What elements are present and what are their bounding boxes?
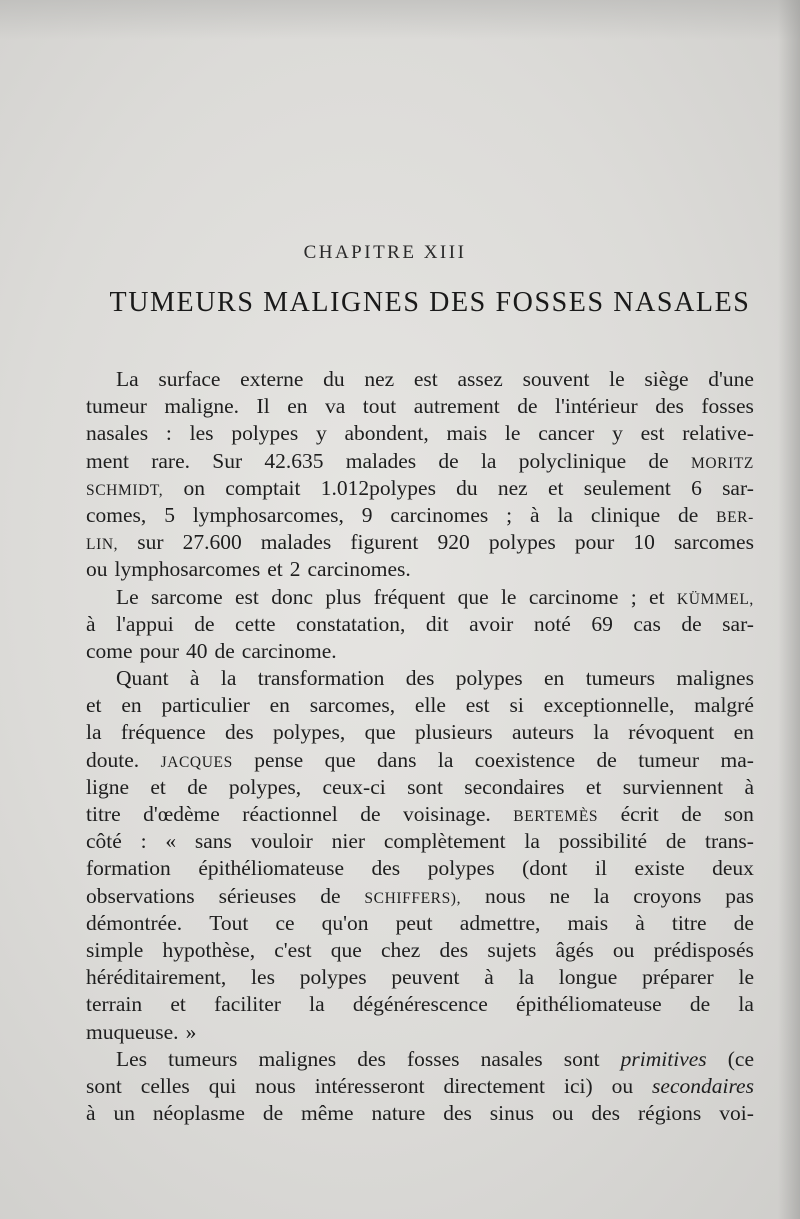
body-text (86, 366, 754, 1127)
word: dégénérescence (352, 992, 488, 1017)
word: prédisposés (653, 937, 754, 962)
word: les (189, 421, 214, 446)
word: : (165, 421, 172, 446)
word: à (484, 965, 494, 990)
word: de (320, 883, 341, 908)
word: fréquent (373, 584, 446, 609)
word: elle (414, 693, 446, 718)
word: JACQUES (160, 753, 233, 771)
word: sar- (722, 475, 754, 500)
word: à (530, 502, 540, 527)
word: nature (371, 1101, 426, 1126)
word: » (185, 1019, 197, 1044)
word: BER- (716, 508, 754, 526)
word: sont (407, 774, 443, 799)
word: lymphosarcomes (114, 557, 261, 582)
word: héréditairement, (86, 965, 227, 990)
word: formation (86, 856, 171, 881)
word: que (324, 747, 356, 772)
word: pense (254, 747, 304, 772)
word: surface (158, 367, 221, 391)
word: SCHIFFERS), (364, 889, 462, 907)
word: cancer (538, 421, 595, 446)
word: est (465, 693, 490, 718)
word: polypes (455, 666, 523, 691)
word: doute. (86, 747, 140, 772)
word: fosses (701, 394, 754, 419)
word: 6 (691, 475, 702, 500)
word: autrement (413, 394, 500, 419)
word: du (323, 367, 345, 391)
word: est (235, 584, 259, 609)
word: à (86, 611, 96, 636)
word: carcinome. (241, 638, 337, 663)
word: sont (86, 1073, 122, 1098)
word: les (251, 965, 275, 990)
word: voisinage. (403, 802, 491, 826)
word: deux (712, 856, 754, 881)
word: son (724, 802, 754, 826)
word: polypes (488, 530, 556, 555)
word: terrain (86, 992, 143, 1017)
text-line (86, 393, 754, 420)
word: polypes (427, 856, 495, 881)
word: Les (116, 1046, 148, 1071)
word: faciliter (214, 992, 281, 1017)
word: tumeur (86, 394, 147, 419)
word: et (547, 475, 564, 500)
word: polypes (299, 965, 367, 990)
word: clinique (590, 502, 661, 527)
word: surviennent (622, 774, 724, 799)
word: des (405, 666, 435, 691)
word: 10 (633, 530, 655, 555)
word: 9 (361, 502, 373, 527)
word: titre (671, 910, 707, 935)
text-line (86, 638, 754, 665)
word: pas (725, 883, 754, 908)
word: come (86, 638, 133, 663)
text-line (86, 991, 754, 1018)
word: d'œdème (143, 802, 220, 826)
word: la (480, 448, 497, 473)
word: plusieurs (414, 720, 493, 745)
word: l'appui (116, 611, 174, 636)
chapter-heading: CHAPITRE XIII (303, 242, 467, 263)
text-line (86, 556, 754, 583)
text-line (86, 1100, 754, 1127)
word: néoplasme (152, 1101, 245, 1126)
word: polypes, (228, 774, 302, 799)
word: sont (563, 1046, 600, 1071)
word: de (596, 747, 617, 772)
word: des (439, 937, 469, 962)
word: intéresseront (314, 1073, 425, 1098)
word: même (301, 1101, 354, 1126)
word: ; (506, 502, 513, 527)
word: de (665, 829, 687, 854)
word: externe (240, 367, 304, 391)
text-line (86, 529, 754, 556)
text-line (86, 1019, 754, 1046)
word: croyons (633, 883, 702, 908)
chapter-title: TUMEURS MALIGNES DES FOSSES NASALES (109, 287, 751, 318)
text-line (86, 692, 754, 719)
word: (ce (727, 1046, 754, 1071)
word: sar- (722, 611, 754, 636)
word: observations (86, 883, 195, 908)
word: fosses (406, 1046, 460, 1071)
word: des (655, 394, 684, 419)
word: carcinomes (390, 502, 489, 527)
word: qui (208, 1073, 237, 1098)
word: exceptionnelle, (543, 693, 675, 718)
word: nasales (480, 1046, 543, 1071)
word: : (140, 829, 147, 854)
text-line (86, 937, 754, 964)
word: la (524, 829, 540, 854)
word: côté (86, 829, 122, 854)
word: des (371, 856, 401, 881)
word: ici) (563, 1073, 593, 1098)
word: nous (255, 1073, 296, 1098)
word: Il (256, 394, 270, 419)
word: de (648, 448, 669, 473)
text-line (86, 420, 754, 447)
text-line (86, 883, 754, 910)
word: que (457, 584, 489, 609)
word: nasales (86, 421, 149, 446)
word: 27.600 (182, 530, 242, 555)
word: particulier (161, 693, 250, 718)
word: cette (235, 611, 276, 636)
word: sarcomes (673, 530, 754, 555)
word: 40 (185, 638, 208, 663)
word: ou (612, 937, 635, 962)
word: ; (630, 584, 637, 609)
word: réactionnel (242, 802, 338, 826)
word: 42.635 (264, 448, 324, 473)
word: transformation (257, 666, 385, 691)
text-line (86, 747, 754, 774)
word: 920 (437, 530, 470, 555)
word: carcinomes. (307, 557, 411, 582)
word: peut (395, 910, 433, 935)
word: nous (484, 883, 526, 908)
word: maligne. (164, 394, 240, 419)
word: admettre, (459, 910, 541, 935)
word: seulement (583, 475, 671, 500)
word: 69 (591, 611, 613, 636)
word: voi- (719, 1101, 754, 1126)
word: longue (558, 965, 618, 990)
word: simple (86, 937, 144, 962)
text-line (86, 502, 754, 529)
word: ne (549, 883, 570, 908)
word: La (116, 367, 139, 391)
word: directement (443, 1073, 546, 1098)
word: muqueuse. (86, 1019, 179, 1044)
word: de (262, 1101, 284, 1126)
word: rare. (151, 448, 191, 473)
word: à (86, 1101, 96, 1126)
word: ou (551, 1101, 574, 1126)
word: de (194, 611, 215, 636)
word: 5 (164, 502, 175, 527)
word: il (595, 856, 607, 881)
word: la (593, 720, 609, 745)
word: la (557, 502, 573, 527)
word: Sur (212, 448, 243, 473)
word: ma- (720, 747, 754, 772)
word: de (678, 502, 699, 527)
word: et (170, 992, 186, 1017)
word: coexistence (474, 747, 576, 772)
word: tumeur (638, 747, 700, 772)
word: chez (380, 937, 421, 962)
word: d'une (708, 367, 754, 391)
word: sarcomes, (309, 693, 396, 718)
word: du (456, 475, 478, 500)
word: la (309, 992, 325, 1017)
word: nez (497, 475, 528, 500)
word: malignes (258, 1046, 337, 1071)
word: dit (425, 611, 449, 636)
word: la (518, 965, 535, 990)
word: existe (634, 856, 685, 881)
word: ment (86, 448, 129, 473)
word: en (287, 394, 308, 419)
word: est (413, 367, 438, 391)
word: 1.012polypes (320, 475, 436, 500)
text-line (86, 855, 754, 882)
word: et (585, 774, 602, 799)
word: en (121, 693, 142, 718)
word: malades (260, 530, 332, 555)
word: que (330, 937, 362, 962)
word: le (609, 367, 625, 391)
word: en (544, 666, 565, 691)
word: BERTEMÈS (513, 808, 599, 825)
word: MORITZ (690, 454, 754, 472)
word: trans- (704, 829, 754, 854)
word: des (443, 1101, 472, 1126)
word: épithéliomateuse (198, 856, 344, 881)
text-line (86, 719, 754, 746)
text-line (86, 584, 754, 611)
word: que (364, 720, 396, 745)
word: le (504, 421, 521, 446)
word: lymphosarcomes, (192, 502, 344, 527)
word: de (438, 448, 459, 473)
word: est (640, 421, 665, 446)
word: noté (533, 611, 571, 636)
word: c'est (274, 937, 312, 962)
word: de (517, 394, 538, 419)
word: la (86, 720, 102, 745)
text-line (86, 475, 754, 502)
word: l'intérieur (555, 394, 638, 419)
word: ligne (86, 774, 129, 799)
word: malades (345, 448, 417, 473)
word: secondaires (464, 774, 565, 799)
word: de (689, 992, 711, 1017)
word: sarcome (151, 584, 223, 609)
word: y (612, 421, 623, 446)
word: donc (271, 584, 314, 609)
word: celles (140, 1073, 190, 1098)
word: Le (116, 584, 139, 609)
word: sinus (489, 1101, 535, 1126)
text-line (86, 611, 754, 638)
word: assez (457, 367, 503, 391)
word: des (357, 1046, 386, 1071)
word: comptait (225, 475, 301, 500)
word: KÜMMEL, (676, 590, 754, 608)
word: sans (194, 829, 232, 854)
word: on (183, 475, 206, 500)
word: secondaires (652, 1073, 754, 1098)
word: primitives (620, 1046, 707, 1071)
word: révoquent (628, 720, 715, 745)
word: ou (611, 1073, 634, 1098)
word: complètement (383, 829, 506, 854)
word: pour (139, 638, 179, 663)
word: ceux-ci (322, 774, 386, 799)
word: va (324, 394, 346, 419)
word: en (733, 720, 754, 745)
text-line (86, 774, 754, 801)
word: comes, (86, 502, 147, 527)
word: polypes (231, 421, 299, 446)
word: nier (331, 829, 366, 854)
text-line (86, 910, 754, 937)
word: de (187, 774, 208, 799)
word: polyclinique (518, 448, 627, 473)
text-line (86, 801, 754, 828)
word: des (591, 1101, 621, 1126)
word: et (649, 584, 665, 609)
word: préparer (642, 965, 714, 990)
word: vouloir (250, 829, 313, 854)
word: ce (275, 910, 295, 935)
word: un (113, 1101, 135, 1126)
word: des (224, 720, 254, 745)
word: carcinome (528, 584, 619, 609)
page-shadow-right (778, 0, 800, 1219)
word: siège (644, 367, 689, 391)
word: avoir (469, 611, 514, 636)
word: de (681, 802, 702, 826)
word: la (220, 666, 237, 691)
text-line (86, 665, 754, 692)
word: y (315, 421, 327, 446)
word: et (86, 693, 102, 718)
word: 2 (289, 557, 301, 582)
word: à (744, 774, 754, 799)
word: sérieuses (218, 883, 297, 908)
word: mais (446, 421, 488, 446)
word: tout (362, 394, 397, 419)
word: possibilité (558, 829, 648, 854)
word: pour (574, 530, 615, 555)
text-line (86, 366, 754, 393)
word: le (500, 584, 517, 609)
word: qu'on (321, 910, 369, 935)
word: titre (86, 802, 121, 826)
word: plus (325, 584, 362, 609)
word: en (269, 693, 290, 718)
word: (dont (522, 856, 568, 881)
word: à (635, 910, 645, 935)
word: tumeurs (168, 1046, 238, 1071)
word: SCHMIDT, (86, 481, 164, 499)
word: sujets (487, 937, 537, 962)
page-shadow-top (0, 0, 800, 40)
word: si (509, 693, 524, 718)
text-line (86, 828, 754, 855)
word: malignes (676, 666, 754, 691)
word: de (681, 611, 702, 636)
word: de (360, 802, 381, 826)
word: tumeurs (585, 666, 655, 691)
word: la (593, 883, 610, 908)
word: mais (567, 910, 609, 935)
word: peuvent (391, 965, 460, 990)
text-line (86, 964, 754, 991)
word: « (165, 829, 177, 854)
word: de (214, 638, 235, 663)
word: sur (137, 530, 164, 555)
word: de (733, 910, 754, 935)
word: et (267, 557, 283, 582)
word: nez (364, 367, 395, 391)
text-line (86, 448, 754, 475)
word: cas (633, 611, 661, 636)
word: écrit (620, 802, 659, 826)
word: auteurs (511, 720, 575, 745)
word: LIN, (86, 536, 119, 554)
text-line (86, 1046, 754, 1073)
word: démontrée. (86, 910, 183, 935)
word: et (150, 774, 166, 799)
word: le (738, 965, 754, 990)
word: la (738, 992, 754, 1017)
word: Quant (116, 666, 169, 691)
word: figurent (350, 530, 419, 555)
word: dans (377, 747, 417, 772)
word: abondent, (344, 421, 429, 446)
word: Tout (209, 910, 249, 935)
word: hypothèse, (162, 937, 256, 962)
text-line (86, 1073, 754, 1100)
word: épithéliomateuse (515, 992, 662, 1017)
word: âgés (555, 937, 594, 962)
word: malgré (694, 693, 754, 718)
word: polypes, (272, 720, 346, 745)
word: souvent (522, 367, 590, 391)
word: constatation, (296, 611, 406, 636)
word: régions (638, 1101, 702, 1126)
word: fréquence (120, 720, 206, 745)
word: ou (86, 557, 108, 582)
word: la (437, 747, 454, 772)
word: à (189, 666, 200, 691)
word: relative- (682, 421, 754, 446)
